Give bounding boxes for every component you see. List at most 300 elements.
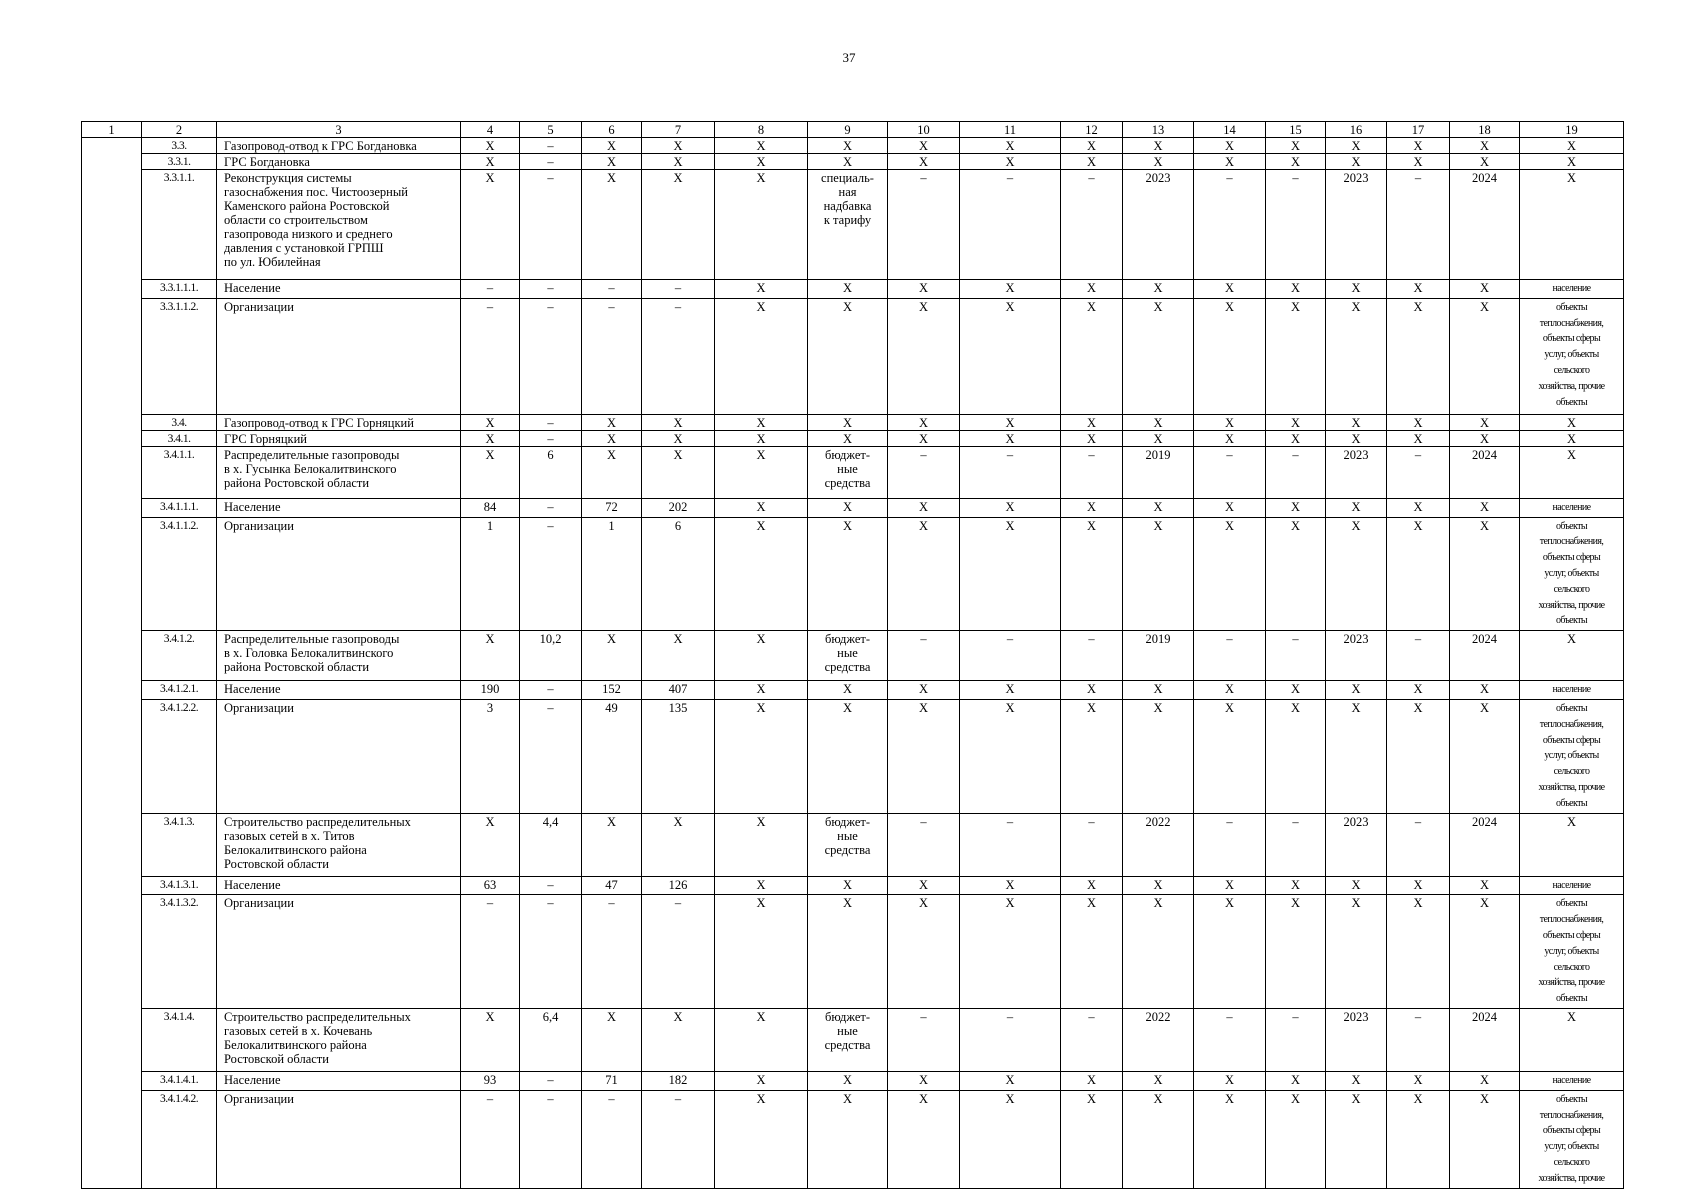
value-cell: X [642,813,715,876]
row-number: 3.3.1.1. [142,170,217,280]
row-number: 3.4.1.1.2. [142,517,217,631]
value-cell: X [1326,1071,1387,1090]
row-name: Население [217,498,461,517]
table-row [82,876,1624,895]
consumer-category: население [1520,498,1624,517]
value-cell: – [520,280,582,299]
value-cell: – [582,280,642,299]
value-cell: X [1450,498,1520,517]
table-row [82,631,1624,681]
value-cell: X [888,280,960,299]
value-cell: – [1061,446,1123,498]
value-cell: X [642,1008,715,1071]
value-cell: – [520,430,582,446]
value-cell: X [1326,517,1387,631]
lead-cell [82,1071,142,1090]
value-cell: X [1387,517,1450,631]
table-row [82,517,1624,631]
lead-cell [82,280,142,299]
header-cell: 14 [1194,122,1266,138]
value-cell: X [1194,154,1266,170]
value-cell: – [1194,1008,1266,1071]
value-cell: X [1061,430,1123,446]
value-cell: X [1326,699,1387,813]
row-number: 3.3.1. [142,154,217,170]
header-cell: 17 [1387,122,1450,138]
value-cell: X [1194,876,1266,895]
value-cell: X [808,138,888,154]
header-cell: 9 [808,122,888,138]
value-cell: X [715,298,808,414]
value-cell: X [1387,876,1450,895]
value-cell: X [1326,1090,1387,1188]
value-cell: X [1387,699,1450,813]
value-cell: X [1266,517,1326,631]
value-cell: X [715,430,808,446]
value-cell: 2022 [1123,813,1194,876]
value-cell: 72 [582,498,642,517]
header-row [82,122,1624,138]
value-cell: X [1450,154,1520,170]
value-cell: X [1194,1071,1266,1090]
table-row [82,280,1624,299]
header-cell: 16 [1326,122,1387,138]
value-cell: X [642,170,715,280]
value-cell: X [1061,895,1123,1009]
value-cell: X [1387,498,1450,517]
consumer-category: объекты теплоснабжения, объекты сферы услуг, объекты сельского хозяйства, прочие объекты [1520,517,1624,631]
value-cell: – [642,1090,715,1188]
value-cell: – [1387,170,1450,280]
lead-cell [82,895,142,1009]
lead-cell [82,1008,142,1071]
value-cell: X [888,517,960,631]
value-cell: X [461,138,520,154]
value-cell: 202 [642,498,715,517]
table-row [82,895,1624,1009]
value-cell: 4,4 [520,813,582,876]
row-number: 3.4.1.3.1. [142,876,217,895]
value-cell: – [642,298,715,414]
value-cell: X [1061,1071,1123,1090]
value-cell: X [715,517,808,631]
row-number: 3.4.1.2.1. [142,681,217,700]
value-cell: X [1450,280,1520,299]
row-number: 3.4.1.4. [142,1008,217,1071]
consumer-category: X [1520,446,1624,498]
data-table [81,121,1624,1189]
table-row [82,446,1624,498]
table-row [82,170,1624,280]
value-cell: X [1194,498,1266,517]
header-cell: 6 [582,122,642,138]
value-cell: X [1061,154,1123,170]
value-cell: X [1387,138,1450,154]
value-cell: – [960,1008,1061,1071]
value-cell: X [642,430,715,446]
value-cell: X [1194,298,1266,414]
value-cell: X [642,414,715,430]
value-cell: X [582,154,642,170]
value-cell: X [715,699,808,813]
value-cell: X [1061,498,1123,517]
row-name: Организации [217,298,461,414]
value-cell: 182 [642,1071,715,1090]
value-cell: 2023 [1326,170,1387,280]
lead-cell [82,170,142,280]
value-cell: X [960,895,1061,1009]
value-cell: 2024 [1450,170,1520,280]
consumer-category: население [1520,681,1624,700]
row-number: 3.3.1.1.1. [142,280,217,299]
value-cell: X [888,154,960,170]
value-cell: 6,4 [520,1008,582,1071]
consumer-category: население [1520,280,1624,299]
value-cell: X [1194,414,1266,430]
value-cell: X [960,517,1061,631]
value-cell: X [642,631,715,681]
value-cell: X [1061,414,1123,430]
row-name: Газопровод-отвод к ГРС Богдановка [217,138,461,154]
value-cell: X [1326,681,1387,700]
value-cell: X [715,895,808,1009]
value-cell: X [1194,681,1266,700]
consumer-category: X [1520,414,1624,430]
value-cell: X [582,430,642,446]
value-cell: X [1387,895,1450,1009]
header-cell: 8 [715,122,808,138]
value-cell: X [1387,414,1450,430]
row-name: ГРС Богдановка [217,154,461,170]
value-cell: 2024 [1450,446,1520,498]
value-cell: – [888,446,960,498]
value-cell: – [1266,813,1326,876]
value-cell: – [888,631,960,681]
header-cell: 19 [1520,122,1624,138]
value-cell: – [960,631,1061,681]
value-cell: – [1266,1008,1326,1071]
value-cell: бюджет- ные средства [808,446,888,498]
value-cell: X [461,154,520,170]
value-cell: X [888,1090,960,1188]
value-cell: X [808,681,888,700]
consumer-category: объекты теплоснабжения, объекты сферы услуг, объекты сельского хозяйства, прочие объекты [1520,699,1624,813]
value-cell: 2024 [1450,631,1520,681]
value-cell: – [520,298,582,414]
value-cell: – [888,813,960,876]
consumer-category: X [1520,430,1624,446]
value-cell: X [1450,1071,1520,1090]
value-cell: X [715,280,808,299]
value-cell: X [960,1090,1061,1188]
value-cell: – [960,170,1061,280]
lead-cell [82,1090,142,1188]
value-cell: X [960,681,1061,700]
value-cell: 2023 [1326,446,1387,498]
value-cell: X [1326,280,1387,299]
value-cell: – [960,446,1061,498]
header-cell: 12 [1061,122,1123,138]
value-cell: – [888,170,960,280]
value-cell: X [1266,681,1326,700]
value-cell: X [461,170,520,280]
table-row [82,1071,1624,1090]
header-cell: 7 [642,122,715,138]
value-cell: X [715,414,808,430]
value-cell: 71 [582,1071,642,1090]
consumer-category: объекты теплоснабжения, объекты сферы услуг, объекты сельского хозяйства, прочие объекты [1520,298,1624,414]
value-cell: X [1326,876,1387,895]
value-cell: X [1061,876,1123,895]
lead-cell [82,154,142,170]
table-row [82,138,1624,154]
value-cell: 6 [642,517,715,631]
value-cell: X [1061,699,1123,813]
value-cell: X [1061,681,1123,700]
row-number: 3.4.1.4.1. [142,1071,217,1090]
lead-cell [82,498,142,517]
value-cell: X [582,813,642,876]
value-cell: X [808,414,888,430]
value-cell: X [1326,430,1387,446]
value-cell: X [1194,699,1266,813]
value-cell: X [808,699,888,813]
value-cell: 93 [461,1071,520,1090]
value-cell: – [1194,631,1266,681]
value-cell: X [960,699,1061,813]
value-cell: X [888,876,960,895]
value-cell: 152 [582,681,642,700]
value-cell: X [960,498,1061,517]
value-cell: X [1266,138,1326,154]
value-cell: X [582,414,642,430]
value-cell: – [520,876,582,895]
row-name: Организации [217,699,461,813]
value-cell: X [1266,298,1326,414]
value-cell: X [888,1071,960,1090]
value-cell: X [888,430,960,446]
consumer-category: население [1520,1071,1624,1090]
value-cell: X [1266,895,1326,1009]
row-name: Население [217,280,461,299]
value-cell: X [1450,681,1520,700]
value-cell: X [642,154,715,170]
header-cell: 4 [461,122,520,138]
value-cell: X [1326,498,1387,517]
table-row [82,813,1624,876]
header-cell: 3 [217,122,461,138]
value-cell: 2022 [1123,1008,1194,1071]
value-cell: X [582,446,642,498]
table-row [82,430,1624,446]
value-cell: – [461,895,520,1009]
value-cell: 6 [520,446,582,498]
value-cell: 84 [461,498,520,517]
row-name: Организации [217,895,461,1009]
value-cell: – [1061,631,1123,681]
row-number: 3.4.1.4.2. [142,1090,217,1188]
value-cell: X [642,138,715,154]
table-row [82,681,1624,700]
value-cell: X [1194,517,1266,631]
row-name: Строительство распределительных газовых сетей в х. Титов Белокалитвинского района Ростовской области [217,813,461,876]
value-cell: X [1194,138,1266,154]
value-cell: X [1266,1090,1326,1188]
row-number: 3.4.1.2.2. [142,699,217,813]
value-cell: X [715,1071,808,1090]
value-cell: – [520,895,582,1009]
row-name: Распределительные газопроводы в х. Гусынка Белокалитвинского района Ростовской области [217,446,461,498]
value-cell: X [715,1008,808,1071]
value-cell: 63 [461,876,520,895]
value-cell: – [582,1090,642,1188]
row-number: 3.4.1.1.1. [142,498,217,517]
value-cell: X [1123,280,1194,299]
value-cell: X [888,699,960,813]
value-cell: X [1266,498,1326,517]
value-cell: X [808,498,888,517]
consumer-category: население [1520,876,1624,895]
value-cell: X [1387,298,1450,414]
value-cell: X [1387,430,1450,446]
lead-cell [82,298,142,414]
value-cell: X [1123,138,1194,154]
row-name: ГРС Горняцкий [217,430,461,446]
value-cell: – [461,1090,520,1188]
value-cell: X [1061,298,1123,414]
value-cell: 10,2 [520,631,582,681]
value-cell: X [1123,498,1194,517]
value-cell: – [1266,631,1326,681]
value-cell: X [1123,154,1194,170]
value-cell: X [1123,895,1194,1009]
value-cell: X [808,1071,888,1090]
value-cell: X [715,631,808,681]
row-number: 3.3.1.1.2. [142,298,217,414]
row-name: Реконструкция системы газоснабжения пос. Чистоозерный Каменского района Ростовской области со строительством газопровода низкого и среднего давления с установкой ГРПШ по ул. Юбилейная [217,170,461,280]
value-cell: 2019 [1123,631,1194,681]
row-name: Строительство распределительных газовых сетей в х. Кочевань Белокалитвинского района Ростовской области [217,1008,461,1071]
value-cell: X [1123,414,1194,430]
value-cell: X [1387,1090,1450,1188]
value-cell: – [520,681,582,700]
value-cell: X [888,681,960,700]
value-cell: – [1387,631,1450,681]
value-cell: – [1194,813,1266,876]
value-cell: X [715,681,808,700]
table-body [82,122,1624,1189]
consumer-category: X [1520,1008,1624,1071]
value-cell: – [582,298,642,414]
value-cell: – [1061,1008,1123,1071]
value-cell: – [1266,446,1326,498]
value-cell: X [1450,699,1520,813]
value-cell: X [1123,876,1194,895]
value-cell: X [1326,298,1387,414]
value-cell: X [1061,1090,1123,1188]
value-cell: X [1123,1071,1194,1090]
row-number: 3.4.1.3.2. [142,895,217,1009]
lead-cell [82,138,142,154]
value-cell: X [1266,876,1326,895]
value-cell: бюджет- ные средства [808,1008,888,1071]
row-name: Население [217,681,461,700]
value-cell: X [1266,699,1326,813]
header-cell: 13 [1123,122,1194,138]
value-cell: X [1123,517,1194,631]
value-cell: 2023 [1326,631,1387,681]
value-cell: 2024 [1450,1008,1520,1071]
lead-cell [82,813,142,876]
value-cell: 1 [582,517,642,631]
value-cell: X [1450,517,1520,631]
value-cell: – [520,414,582,430]
value-cell: X [1326,154,1387,170]
value-cell: X [461,813,520,876]
value-cell: 1 [461,517,520,631]
value-cell: – [520,1090,582,1188]
value-cell: X [808,895,888,1009]
value-cell: X [1194,280,1266,299]
value-cell: X [1266,154,1326,170]
value-cell: X [1450,414,1520,430]
value-cell: X [888,298,960,414]
consumer-category: X [1520,813,1624,876]
value-cell: 49 [582,699,642,813]
value-cell: – [1387,1008,1450,1071]
value-cell: X [888,498,960,517]
consumer-category: объекты теплоснабжения, объекты сферы услуг, объекты сельского хозяйства, прочие объекты [1520,895,1624,1009]
value-cell: 135 [642,699,715,813]
row-name: Организации [217,1090,461,1188]
row-number: 3.4.1.3. [142,813,217,876]
value-cell: X [1450,1090,1520,1188]
value-cell: X [461,446,520,498]
row-name: Распределительные газопроводы в х. Головка Белокалитвинского района Ростовской области [217,631,461,681]
consumer-category: объекты теплоснабжения, объекты сферы услуг, объекты сельского хозяйства, прочие [1520,1090,1624,1188]
lead-cell [82,631,142,681]
lead-cell [82,430,142,446]
row-number: 3.4.1. [142,430,217,446]
value-cell: X [461,414,520,430]
row-number: 3.3. [142,138,217,154]
consumer-category: X [1520,154,1624,170]
value-cell: X [1450,138,1520,154]
value-cell: – [520,170,582,280]
table-row [82,498,1624,517]
value-cell: – [1194,446,1266,498]
value-cell: X [715,498,808,517]
value-cell: X [960,414,1061,430]
value-cell: X [888,414,960,430]
value-cell: X [808,430,888,446]
value-cell: специаль- ная надбавка к тарифу [808,170,888,280]
table-row [82,414,1624,430]
value-cell: – [520,498,582,517]
value-cell: 2023 [1326,1008,1387,1071]
value-cell: 3 [461,699,520,813]
row-number: 3.4.1.1. [142,446,217,498]
value-cell: – [1387,446,1450,498]
consumer-category: X [1520,138,1624,154]
value-cell: X [1194,430,1266,446]
header-cell: 15 [1266,122,1326,138]
value-cell: X [960,876,1061,895]
value-cell: X [715,446,808,498]
value-cell: X [642,446,715,498]
lead-cell [82,517,142,631]
value-cell: 2024 [1450,813,1520,876]
